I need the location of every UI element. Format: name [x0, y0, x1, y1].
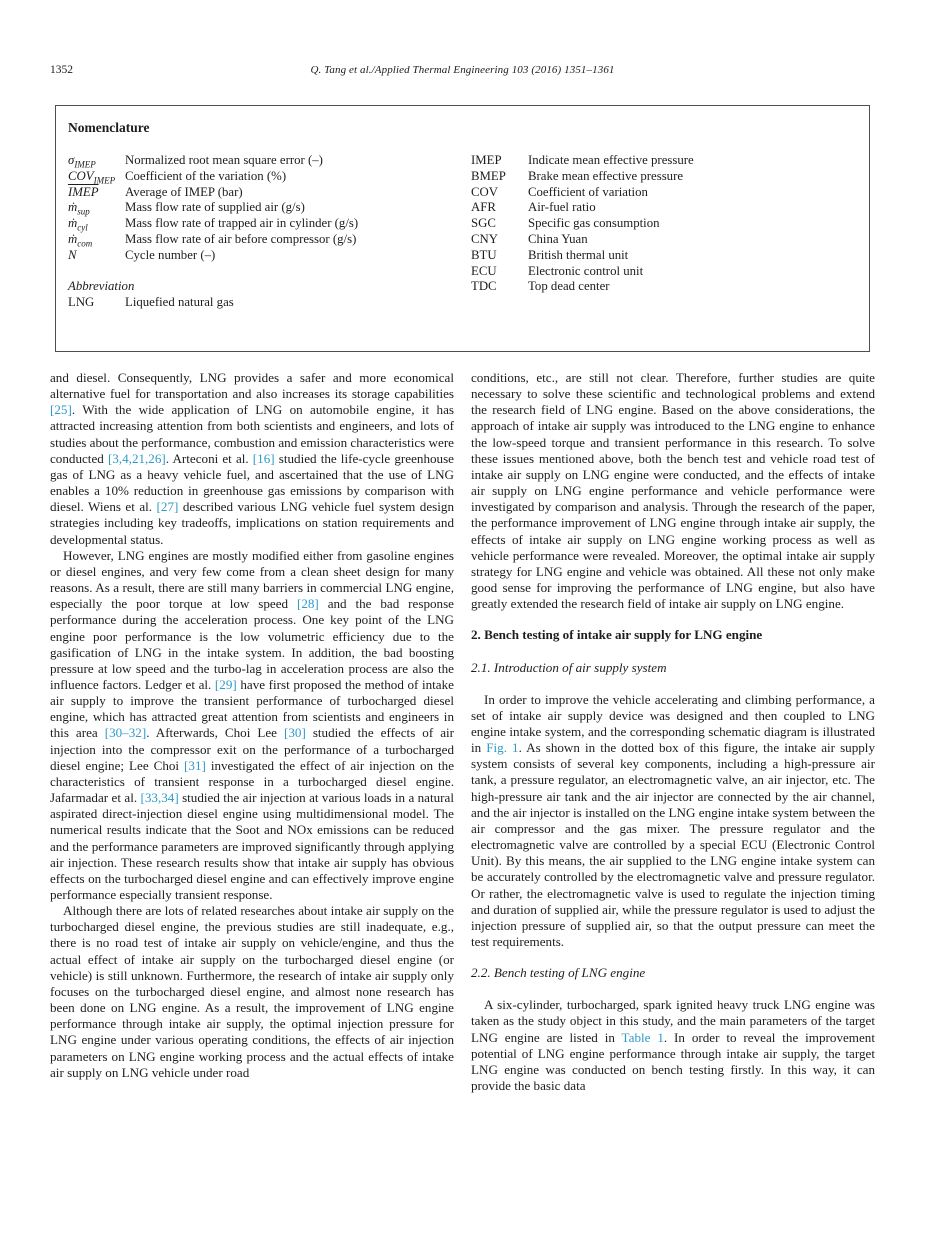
nomenclature-term: $\sigma_{IMEP}$: [68, 153, 96, 170]
subsection-heading: 2.1. Introduction of air supply system: [471, 659, 667, 675]
nomenclature-term: AFR: [471, 200, 496, 215]
nomenclature-term: IMEP: [471, 153, 502, 167]
nomenclature-definition: Mass flow rate of air before compressor (g/s): [125, 231, 357, 246]
text-run: have first proposed the method of intake air supply to improve the transient performance of turbocharged diesel engine, which has attracted great attention from scientists and engineers in this area: [50, 676, 454, 741]
nomenclature-term: ECU: [471, 263, 497, 278]
abbreviation-label: Abbreviation: [68, 279, 135, 294]
nomenclature-row: [471, 185, 857, 201]
nomenclature-definition: Cycle number (–): [125, 247, 216, 262]
text-run: studied the life-cycle greenhouse gas of LNG as a heavy vehicle fuel, and ascertained that the use of LNG enables a 10% reduction in greenhouse gas emissions by comparison with diesel. Wiens et al.: [50, 450, 454, 515]
body-paragraph: [471, 997, 875, 1094]
nomenclature-row: [471, 200, 857, 216]
text-run: . As shown in the dotted box of this figure, the intake air supply system consists of several key components, including a high-pressure air tank, a pressure regulator, an electromagnetic valve, an air injector, etc. The high-pressure air tank and the air injector are connected by the air channel, and the air injector is installed on the LNG engine intake system between the air compressor and the gas mixer. The pressure regulator and the electromagnetic valve are controlled by a special ECU (Electronic Control Unit). By this means, the air supplied to the LNG engine intake system can be accurately controlled by the electromagnetic valve and pressure regulator. Or rather, the electromagnetic valve is used to regulate the injection timing and duration of supplied air, while the pressure regulator is used to adjust the injection pressure of supplied air, so that the output pressure can meet the test requirements.: [471, 740, 875, 949]
citation-link[interactable]: [33,34]: [140, 790, 179, 806]
text-run: In order to improve the vehicle accelerating and climbing performance, a set of intake air supply device was designed and then coupled to LNG engine intake system, and the corresponding schematic diagram is illustrated in: [471, 691, 875, 756]
nomenclature-row: [68, 185, 471, 201]
nomenclature-definition: Mass flow rate of supplied air (g/s): [125, 200, 305, 215]
nomenclature-term: CNY: [471, 231, 499, 246]
page-header: [50, 64, 875, 80]
text-run: . Arteconi et al.: [165, 450, 253, 466]
nomenclature-row: [471, 232, 857, 248]
nomenclature-definition: Coefficient of the variation (%): [125, 168, 287, 183]
citation-link[interactable]: [25]: [50, 402, 72, 418]
nomenclature-term: COV: [471, 184, 499, 199]
nomenclature-definition: Normalized root mean square error (–): [125, 153, 323, 167]
text-run: conditions, etc., are still not clear. Therefore, further studies are quite necessary to solve these scientific and technological problems and extend the research field of LNG engine. Based on the above considerations, the approach of intake air supply was introduced to the LNG engine to enhance the low-speed torque and transient performance in this research. To solve these issues mentioned above, both the bench test and vehicle road test of intake air supply on LNG engine were conducted, and the effects of intake air supply on LNG engine performance and vehicle performance were investigated by comparison and analysis. Through the research of the paper, the performance improvement of LNG engine through intake air supply, the effects of intake air supply on LNG engine working process as well as vehicle performance were revealed. Moreover, the optimal intake air supply strategy for LNG engine and vehicle was obtained. All these not only make good sense for improving the performance of LNG engine, but also have greatly extended the research field of intake air supply on LNG engine.: [471, 370, 875, 612]
body-paragraph: [50, 548, 454, 903]
nomenclature-term: ṁ$_{com}$: [68, 231, 93, 249]
citation-link[interactable]: [30–32]: [104, 725, 147, 741]
nomenclature-row: [471, 248, 857, 264]
running-head: Q. Tang et al./Applied Thermal Engineering 103 (2016) 1351–1361: [310, 64, 615, 76]
body-paragraph: [50, 903, 454, 1081]
text-run: Although there are lots of related researches about intake air supply on the turbocharged diesel engine, the previous studies are still inadequate, e.g., there is no road test of intake air supply on vehicle/engine, and thus the actual effect of intake air supply on the turbocharged diesel engine (or vehicle) is still unknown. Furthermore, the research of intake air supply only focuses on the turbocharged diesel engine, and almost none research has been done on LNG engine. As a result, the improvement of LNG engine performance through intake air supply, the optimal injection pressure for LNG engine under various operating conditions, the effects of air injection parameters on LNG engine working process and the actual effects of intake air supply on LNG vehicle under road: [50, 903, 454, 1080]
nomenclature-term: ṁ$_{cyl}$: [68, 216, 88, 233]
body-paragraph: [50, 370, 454, 548]
nomenclature-right-column: [471, 153, 857, 311]
text-run: studied the effects of air injection into the compressor exit on the performance of a turbocharged diesel engine; Lee Choi: [50, 725, 455, 773]
nomenclature-definition: Electronic control unit: [528, 263, 644, 278]
text-run: described various LNG vehicle fuel system design strategies including key tradeoffs, implications on station requirements and developmental status.: [50, 499, 454, 547]
nomenclature-definition: Liquefied natural gas: [125, 295, 234, 310]
nomenclature-definition: China Yuan: [528, 231, 588, 246]
body-paragraph: [471, 370, 875, 612]
text-run: investigated the effect of air injection on the characteristics of transient response in a turbocharged diesel engine. Jafarmadar et al.: [50, 757, 455, 806]
nomenclature-definition: Brake mean effective pressure: [528, 168, 684, 183]
nomenclature-box: [55, 105, 870, 352]
text-run: A six-cylinder, turbocharged, spark ignited heavy truck LNG engine was taken as the study object in this study, and the main parameters of the target LNG engine are listed in: [471, 997, 875, 1045]
body-right-column: [471, 370, 875, 1094]
nomenclature-definition: British thermal unit: [528, 247, 629, 262]
nomenclature-row: [68, 232, 471, 248]
article-body: [50, 370, 875, 1094]
citation-link[interactable]: [27]: [156, 499, 179, 515]
nomenclature-term: N: [68, 247, 77, 262]
nomenclature-row: [68, 248, 471, 264]
nomenclature-row: [68, 295, 471, 311]
nomenclature-definition: Indicate mean effective pressure: [528, 153, 694, 167]
nomenclature-term: TDC: [471, 279, 497, 294]
nomenclature-row: [471, 279, 857, 295]
nomenclature-left-column: [68, 153, 471, 311]
nomenclature-definition: Top dead center: [528, 279, 610, 294]
nomenclature-columns: [68, 153, 857, 311]
citation-link[interactable]: [31]: [184, 757, 206, 773]
nomenclature-definition: Specific gas consumption: [528, 216, 660, 231]
text-run: . Afterwards, Choi Lee: [146, 725, 284, 741]
section-heading: 2. Bench testing of intake air supply for LNG engine: [471, 627, 763, 643]
subsection-heading: 2.2. Bench testing of LNG engine: [471, 965, 646, 981]
nomenclature-row: [471, 216, 857, 232]
nomenclature-term: BTU: [471, 247, 497, 262]
citation-link[interactable]: [28]: [296, 596, 319, 612]
nomenclature-row: [68, 169, 471, 185]
page-number: 1352: [50, 64, 73, 76]
nomenclature-definition: Coefficient of variation: [528, 184, 648, 199]
nomenclature-row: [68, 200, 471, 216]
nomenclature-term: ṁ$_{sup}$: [68, 200, 90, 217]
nomenclature-row: [471, 264, 857, 280]
citation-link[interactable]: Fig. 1: [486, 740, 519, 756]
nomenclature-term: IMEP: [68, 184, 99, 199]
nomenclature-definition: Mass flow rate of trapped air in cylinder (g/s): [125, 216, 359, 231]
citation-link[interactable]: [16]: [252, 450, 275, 466]
nomenclature-term: LNG: [68, 295, 95, 310]
citation-link[interactable]: Table 1: [621, 1029, 664, 1045]
nomenclature-row: [68, 216, 471, 232]
nomenclature-row: [471, 153, 857, 169]
body-paragraph: [471, 692, 875, 951]
citation-link[interactable]: [30]: [284, 725, 306, 741]
nomenclature-title: Nomenclature: [68, 120, 150, 135]
nomenclature-term: SGC: [471, 216, 496, 231]
nomenclature-definition: Air-fuel ratio: [528, 200, 596, 215]
text-run: . With the wide application of LNG on automobile engine, it has attracted increasing attention from both scientists and engineers, and lots of studies about the performance, combustion and emission characteristics were conducted: [50, 402, 454, 466]
text-run: . In order to reveal the improvement potential of LNG engine performance through intake air supply, the target LNG engine was conducted on bench testing firstly. In this way, it can provide the basic data: [471, 1029, 875, 1094]
nomenclature-definition: Average of IMEP (bar): [125, 184, 243, 199]
citation-link[interactable]: [3,4,21,26]: [107, 450, 166, 466]
citation-link[interactable]: [29]: [214, 676, 237, 692]
text-run: and diesel. Consequently, LNG provides a safer and more economical alternative fuel for transportation and also increases its storage capabilities: [50, 370, 454, 402]
nomenclature-row: [68, 153, 471, 169]
text-run: studied the air injection at various loads in a natural aspirated direct-injection diesel engine using multidimensional model. The numerical results indicate that the Soot and NOx emissions can be reduced and the performance parameters are improved significantly through applying air injection. These research results show that intake air supply has obvious effects on the turbocharged diesel engine and can effectively improve engine performance especially transient response.: [50, 790, 454, 902]
nomenclature-term: $COV_{IMEP}$: [68, 168, 116, 186]
text-run: However, LNG engines are mostly modified either from gasoline engines or diesel engines, and very few come from a clean sheet design for many reasons. As a result, there are still many barriers in commercial LNG engine, especially the poor torque at low speed: [50, 547, 454, 612]
text-run: and the bad response performance during the acceleration process. One key point of the LNG engine poor performance is the low volumetric efficiency due to the gasification of LNG in the intake system. In addition, the bad boosting pressure at low speed and the turbo-lag in acceleration process are also the influence factors. Ledger et al.: [50, 596, 454, 692]
body-left-column: [50, 370, 454, 1094]
nomenclature-row: [471, 169, 857, 185]
nomenclature-term: BMEP: [471, 168, 506, 183]
